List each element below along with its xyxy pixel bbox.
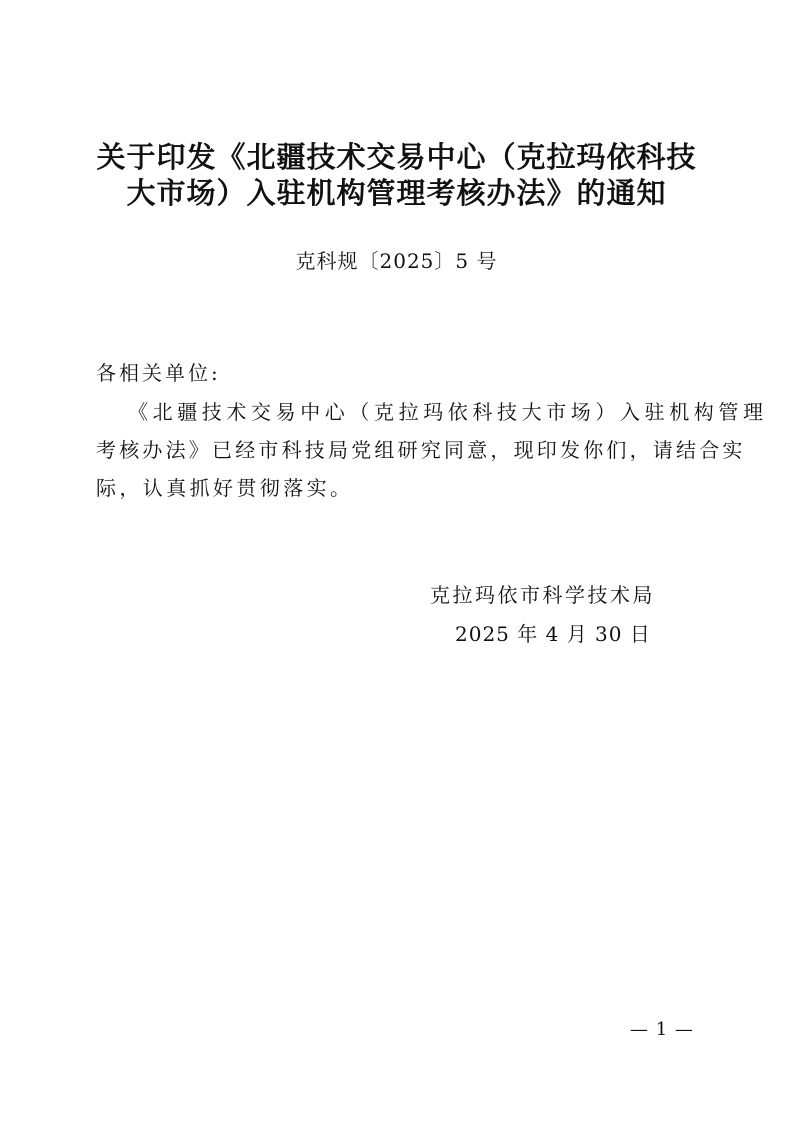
page-number: — 1 — (630, 1019, 694, 1040)
body-paragraph-line-2: 考核办法》已经市科技局党组研究同意，现印发你们，请结合实 (96, 438, 746, 462)
body-paragraph-line-3: 际，认真抓好贯彻落实。 (96, 476, 354, 500)
issuing-authority: 克拉玛依市科学技术局 (430, 583, 655, 607)
document-number: 克科规〔2025〕5 号 (295, 249, 498, 273)
document-title-line-1: 关于印发《北疆技术交易中心（克拉玛依科技 (96, 140, 697, 174)
body-paragraph-line-1: 《北疆技术交易中心（克拉玛依科技大市场）入驻机构管理 (128, 400, 768, 424)
addressee: 各相关单位: (96, 361, 221, 385)
issue-date: 2025 年 4 月 30 日 (455, 622, 651, 646)
document-title-line-2: 大市场）入驻机构管理考核办法》的通知 (126, 176, 667, 210)
